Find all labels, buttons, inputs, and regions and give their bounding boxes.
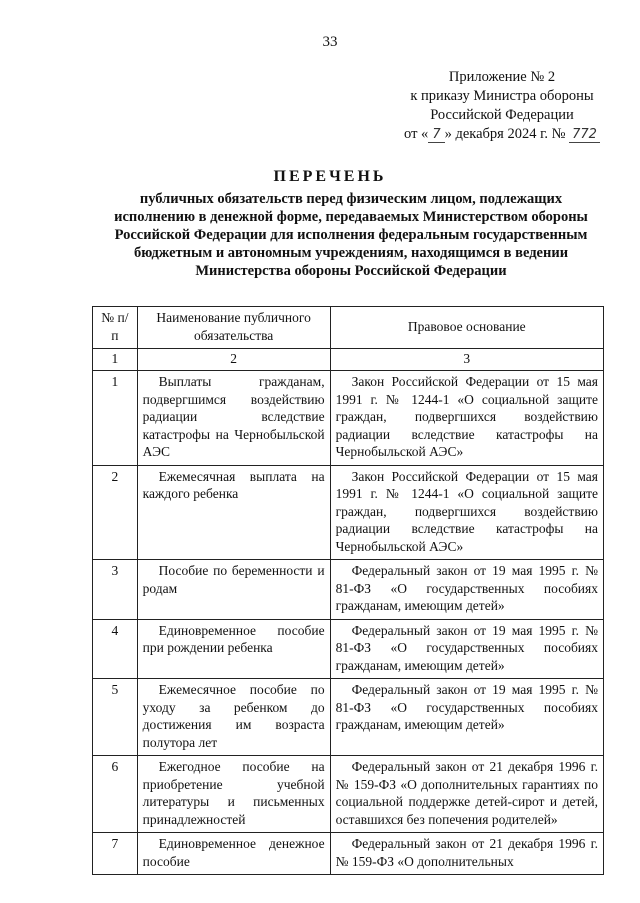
- table-row: [93, 679, 604, 756]
- row-number: 3: [93, 560, 138, 620]
- legal-basis: Федеральный закон от 19 мая 1995 г. № 81-ФЗ «О государственных пособиях гражданам, имеющим детей»: [330, 619, 603, 679]
- obligations-table: [92, 306, 604, 875]
- obligation-name: Пособие по беременности и родам: [137, 560, 330, 620]
- table-row: [93, 833, 604, 875]
- obligation-name: Ежемесячное пособие по уходу за ребенком до достижения им возраста полутора лет: [137, 679, 330, 756]
- row-number: 1: [93, 371, 138, 466]
- table-header-row: [93, 307, 604, 349]
- column-number: 1: [93, 349, 138, 371]
- row-number: 6: [93, 756, 138, 833]
- legal-basis: Федеральный закон от 19 мая 1995 г. № 81-ФЗ «О государственных пособиях гражданам, имеющим детей»: [330, 679, 603, 756]
- header-number: № п/п: [93, 307, 138, 349]
- legal-basis: Закон Российской Федерации от 15 мая 1991 г. № 1244-1 «О социальной защите граждан, подвергшихся воздействию радиации вследствие катастрофы на Чернобыльской АЭС»: [330, 371, 603, 466]
- column-number: 3: [330, 349, 603, 371]
- appendix-title: Приложение № 2: [448, 69, 556, 85]
- appendix-date-line: [382, 125, 622, 144]
- column-number-row: [93, 349, 604, 371]
- legal-basis: Федеральный закон от 21 декабря 1996 г. № 159-ФЗ «О дополнительных гарантиях по социальной поддержке детей-сирот и детей, оставшихся без попечения родителей»: [330, 756, 603, 833]
- row-number: 7: [93, 833, 138, 875]
- appendix-federation: Российской Федерации: [430, 107, 574, 123]
- document-subtitle: публичных обязательств перед физическим лицом, подлежащих исполнению в денежной форме, передаваемых Министерством обороны Российской Федерации для исполнения федеральным государственным бюджетным и автономным учреждениям, находящимся в ведении Министерства обороны Российской Федерации: [114, 191, 588, 279]
- appendix-block: [382, 68, 622, 144]
- legal-basis: Федеральный закон от 21 декабря 1996 г. № 159-ФЗ «О дополнительных: [330, 833, 603, 875]
- table-row: [93, 371, 604, 466]
- table-row: [93, 560, 604, 620]
- obligation-name: Единовременное пособие при рождении ребенка: [137, 619, 330, 679]
- date-day: 7: [428, 126, 444, 143]
- obligation-name: Ежемесячная выплата на каждого ребенка: [137, 465, 330, 560]
- date-prefix: от «: [404, 126, 429, 142]
- obligation-name: Ежегодное пособие на приобретение учебной литературы и письменных принадлежностей: [137, 756, 330, 833]
- table-row: [93, 619, 604, 679]
- appendix-order-ref: к приказу Министра обороны: [410, 88, 594, 104]
- table-row: [93, 465, 604, 560]
- row-number: 2: [93, 465, 138, 560]
- row-number: 4: [93, 619, 138, 679]
- header-legal-basis: Правовое основание: [330, 307, 603, 349]
- column-number: 2: [137, 349, 330, 371]
- legal-basis: Закон Российской Федерации от 15 мая 1991 г. № 1244-1 «О социальной защите граждан, подвергшихся воздействию радиации вследствие катастрофы на Чернобыльской АЭС»: [330, 465, 603, 560]
- document-title: ПЕРЕЧЕНЬ: [273, 168, 387, 185]
- page-number: 33: [322, 34, 338, 50]
- obligation-name: Выплаты гражданам, подвергшимся воздействию радиации вследствие катастрофы на Чернобыльской АЭС: [137, 371, 330, 466]
- legal-basis: Федеральный закон от 19 мая 1995 г. № 81-ФЗ «О государственных пособиях гражданам, имеющим детей»: [330, 560, 603, 620]
- obligation-name: Единовременное денежное пособие: [137, 833, 330, 875]
- date-middle: » декабря 2024 г. №: [444, 126, 566, 142]
- header-obligation-name: Наименование публичного обязательства: [137, 307, 330, 349]
- row-number: 5: [93, 679, 138, 756]
- order-number: 772: [569, 126, 600, 143]
- table-row: [93, 756, 604, 833]
